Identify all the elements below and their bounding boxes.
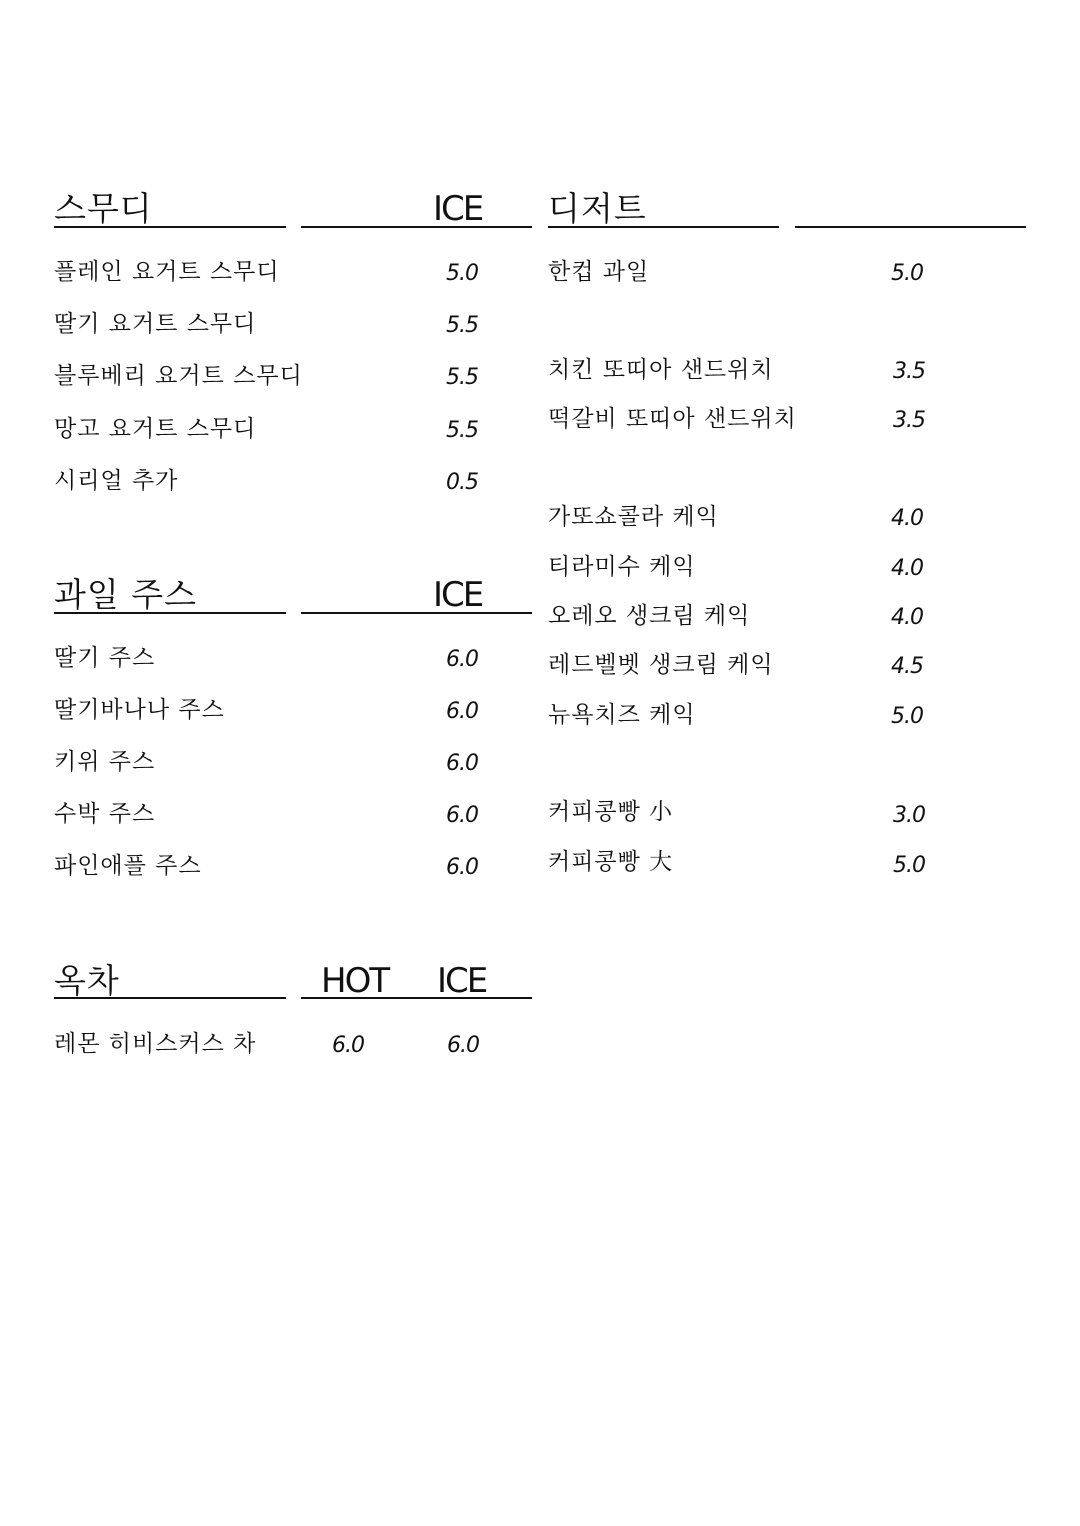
menu-item-name: 플레인 요거트 스무디 bbox=[54, 259, 280, 285]
menu-item-name: 뉴욕치즈 케익 bbox=[548, 702, 696, 728]
divider-line bbox=[795, 226, 1026, 228]
divider-line bbox=[54, 997, 286, 999]
column-header-hot: HOT bbox=[321, 961, 389, 1001]
divider-line bbox=[301, 612, 532, 614]
menu-item-price: 5.0 bbox=[446, 261, 478, 286]
column-header-ice: ICE bbox=[433, 189, 483, 229]
menu-item-name: 망고 요거트 스무디 bbox=[54, 416, 257, 442]
menu-item-price: 3.5 bbox=[893, 359, 925, 384]
section-title-dessert: 디저트 bbox=[548, 189, 647, 228]
menu-item-name: 시리얼 추가 bbox=[54, 468, 179, 494]
menu-item-name: 키위 주스 bbox=[54, 749, 156, 775]
menu-item-name: 딸기 요거트 스무디 bbox=[54, 311, 257, 337]
menu-item-name: 티라미수 케익 bbox=[548, 554, 696, 580]
menu-item-name: 오레오 생크림 케익 bbox=[548, 603, 751, 629]
divider-line bbox=[54, 226, 286, 228]
menu-item-price: 6.0 bbox=[446, 803, 478, 828]
menu-item-price-ice: 6.0 bbox=[447, 1033, 479, 1058]
menu-item-price: 6.0 bbox=[446, 751, 478, 776]
divider-line bbox=[301, 226, 532, 228]
menu-item-name: 가또쇼콜라 케익 bbox=[548, 504, 719, 530]
menu-item-price: 4.0 bbox=[891, 556, 923, 581]
menu-item-name: 커피콩빵 小 bbox=[548, 799, 674, 825]
menu-item-name: 커피콩빵 大 bbox=[548, 849, 674, 875]
menu-item-price: 5.5 bbox=[446, 365, 478, 390]
menu-item-price: 4.0 bbox=[891, 506, 923, 531]
menu-item-name: 파인애플 주스 bbox=[54, 853, 202, 879]
menu-item-name: 딸기바나나 주스 bbox=[54, 697, 225, 723]
menu-item-price: 5.5 bbox=[446, 313, 478, 338]
menu-item-name: 블루베리 요거트 스무디 bbox=[54, 363, 303, 389]
menu-item-price: 3.5 bbox=[893, 408, 925, 433]
section-title-smoothie: 스무디 bbox=[54, 189, 153, 228]
menu-item-price: 4.5 bbox=[891, 654, 923, 679]
menu-item-price: 6.0 bbox=[446, 647, 478, 672]
menu-item-price: 5.5 bbox=[446, 418, 478, 443]
menu-item-name: 딸기 주스 bbox=[54, 645, 156, 671]
menu-item-name: 한컵 과일 bbox=[548, 259, 650, 285]
divider-line bbox=[548, 226, 779, 228]
menu-item-price: 5.0 bbox=[893, 853, 925, 878]
section-title-tea: 옥차 bbox=[54, 961, 120, 1000]
menu-item-name: 레드벨벳 생크림 케익 bbox=[548, 652, 774, 678]
menu-item-price: 5.0 bbox=[891, 704, 923, 729]
menu-item-price: 0.5 bbox=[446, 470, 478, 495]
column-header-ice: ICE bbox=[433, 575, 483, 615]
menu-item-price: 6.0 bbox=[446, 699, 478, 724]
divider-line bbox=[54, 612, 286, 614]
menu-item-name: 수박 주스 bbox=[54, 801, 156, 827]
menu-item-price: 5.0 bbox=[891, 261, 923, 286]
menu-item-price: 6.0 bbox=[446, 855, 478, 880]
menu-item-name: 떡갈비 또띠아 샌드위치 bbox=[548, 406, 797, 432]
divider-line bbox=[301, 997, 532, 999]
menu-item-price-hot: 6.0 bbox=[332, 1033, 364, 1058]
menu-item-price: 3.0 bbox=[893, 803, 925, 828]
menu-item-name: 치킨 또띠아 샌드위치 bbox=[548, 357, 774, 383]
column-header-ice: ICE bbox=[437, 961, 487, 1001]
section-title-juice: 과일 주스 bbox=[54, 575, 198, 614]
menu-item-name: 레몬 히비스커스 차 bbox=[54, 1031, 257, 1057]
menu-item-price: 4.0 bbox=[891, 605, 923, 630]
